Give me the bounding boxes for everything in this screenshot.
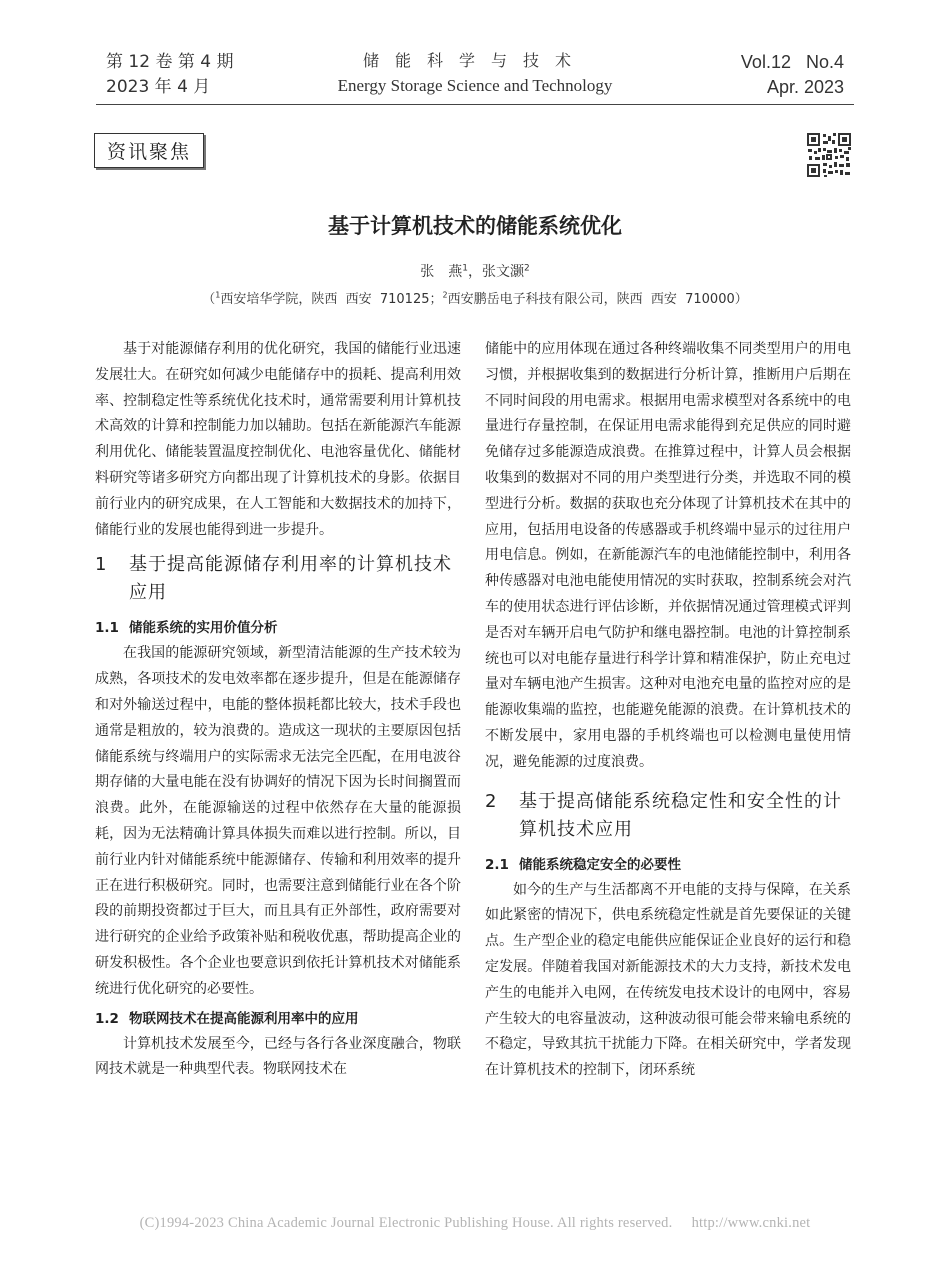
affil-text: 西安鹏岳电子科技有限公司，陕西 西安 710000） [447, 292, 748, 307]
qr-code-icon [806, 132, 852, 178]
subsection-title: 储能系统稳定安全的必要性 [519, 856, 681, 873]
issue-date-cn: 2023 年 4 月 [106, 77, 211, 97]
author-name: 张文灏 [482, 264, 524, 280]
header-rule [96, 104, 854, 105]
subsection-heading-2-1 [485, 852, 851, 878]
journal-name-cn: 储能科学与技术 [362, 51, 587, 70]
subsection-title: 物联网技术在提高能源利用率中的应用 [129, 1010, 359, 1027]
subsection-heading-1-1 [95, 615, 461, 641]
affil-bracket: （ [202, 292, 216, 307]
affil-text: 西安培华学院，陕西 西安 710125； [220, 292, 443, 307]
section-tag: 资讯聚焦 [94, 133, 204, 168]
copyright-footer: (C)1994-2023 China Academic Journal Electronic Publishing House. All rights reserved. http://www.cnki.net [139, 1215, 811, 1231]
section-number: 2 [485, 790, 498, 812]
right-column [485, 337, 851, 1084]
body-paragraph: 在我国的能源研究领域，新型清洁能源的生产技术较为成熟，各项技术的发电效率都在逐步提升，但是在能源储存和对外输送过程中，电能的整体损耗都比较大，技术手段也通常是粗放的，较为浪费的。造成这一现状的主要原因包括储能系统与终端用户的实际需求无法完全匹配，在用电波谷期存储的大量电能在没有协调好的情况下因为长时间搁置而浪费。此外，在能源输送的过程中依然存在大量的能源损耗，因为无法精确计算具体损失而难以进行控制。所以，目前行业内针对储能系统中能源储存、传输和利用效率的提升正在进行积极研究。同时，也需要注意到储能行业在各个阶段的前期投资都过于巨大，而且具有正外部性，政府需要对进行研究的企业给予政策补贴和税收优惠，帮助提高企业的研发积极性。各个企业也要意识到依托计算机技术对储能系统进行优化研究的必要性。 [95, 645, 461, 997]
subsection-number: 1.1 [95, 620, 119, 637]
affil-mark: 1 [215, 290, 221, 300]
journal-issue-info-en [741, 50, 844, 100]
volume-issue: 第 12 卷 第 4 期 [106, 52, 234, 72]
section-number: 1 [95, 554, 108, 576]
author-name: 张 燕 [420, 264, 463, 280]
volume-issue-en: Vol.12 No.4 [740, 52, 844, 72]
author-list [0, 261, 950, 281]
subsection-title: 储能系统的实用价值分析 [129, 620, 278, 637]
subsection-number: 1.2 [95, 1010, 119, 1027]
section-heading-2 [485, 788, 851, 844]
body-paragraph-continued: 储能中的应用体现在通过各种终端收集不同类型用户的用电习惯，并根据收集到的数据进行分析计算，推断用户后期在不同时间段的用电需求。根据用电需求模型对各系统中的电量进行存量控制，在保证用电需求能得到充足供应的同时避免储存过多能源造成浪费。在推算过程中，计算人员会根据收集到的数据对不同的用户类型进行分类，并选取不同的模型进行分析。数据的获取也充分体现了计算机技术在其中的应用，包括用电设备的传感器或手机终端中显示的过往用户用电信息。例如，在新能源汽车的电池储能控制中，利用各种传感器对电池电能使用情况的实时获取，控制系统会对汽车的使用状态进行评估诊断，并依据情况通过管理模式评判是否对车辆开启电气防护和继电器控制。电池的计算控制系统也可以对电能存量进行科学计算和精准保护，防止充电过量对车辆电池产生损害。这种对电池充电量的监控对应的是能源收集端的监控，也能避免能源的浪费。在计算机技术的不断发展中，家用电器的手机终端也可以检测电量使用情况，避免能源的过度浪费。 [485, 341, 851, 770]
intro-paragraph: 基于对能源储存利用的优化研究，我国的储能行业迅速发展壮大。在研究如何减少电能储存中的损耗、提高利用效率、控制稳定性等系统优化技术时，通常需要利用计算机技术高效的计算和控制能力加以辅助。包括在新能源汽车能源利用优化、储能装置温度控制优化、电池容量优化、储能材料研究等诸多研究方向都出现了计算机技术的身影。依据目前行业内的研究成果，在人工智能和大数据技术的加持下，储能行业的发展也能得到进一步提升。 [95, 341, 461, 538]
author-affil-mark: 2 [524, 263, 530, 274]
journal-name-en: Energy Storage Science and Technology [337, 76, 613, 95]
section-title: 基于提高能源储存利用率的计算机技术应用 [129, 554, 452, 604]
section-title: 基于提高储能系统稳定性和安全性的计算机技术应用 [519, 790, 842, 840]
author-separator: ， [468, 264, 482, 280]
article-title: 基于计算机技术的储能系统优化 [328, 214, 622, 238]
left-column [95, 337, 461, 1083]
issue-date-en: Apr. 2023 [766, 77, 844, 97]
affiliations [0, 288, 950, 307]
author-affil-mark: 1 [462, 263, 468, 274]
subsection-heading-1-2 [95, 1006, 461, 1032]
body-paragraph: 如今的生产与生活都离不开电能的支持与保障，在关系如此紧密的情况下，供电系统稳定性就是首先要保证的关键点。生产型企业的稳定电能供应能保证企业良好的运行和稳定发展。伴随着我国对新能源技术的大力支持，新技术发电产生的电能并入电网，在传统发电技术设计的电网中，容易产生较大的电容量波动，这种波动很可能会带来输电系统的不稳定，导致其抗干扰能力下降。在相关研究中，学者发现在计算机技术的控制下，闭环系统 [485, 881, 851, 1079]
affil-mark: 2 [442, 290, 448, 300]
body-paragraph: 计算机技术发展至今，已经与各行各业深度融合，物联网技术就是一种典型代表。物联网技术在 [95, 1035, 461, 1078]
subsection-number: 2.1 [485, 856, 509, 873]
section-heading-1 [95, 551, 461, 607]
